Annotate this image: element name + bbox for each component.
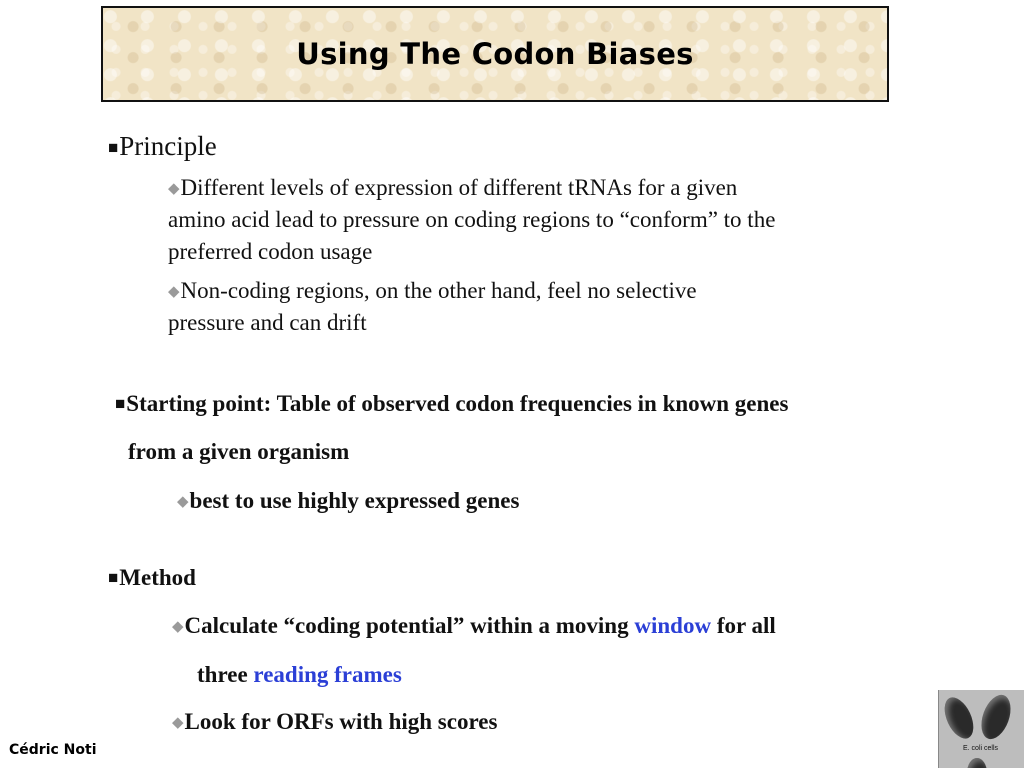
principle-bullet-2-line-1: ◆Non-coding regions, on the other hand, feel no selective (168, 278, 697, 303)
method-bullet-1-line-2: three reading frames (197, 662, 402, 687)
starting-point-line-1: ■Starting point: Table of observed codon frequencies in known genes (115, 391, 789, 416)
slide-title: Using The Codon Biases (296, 37, 694, 71)
footer-author: Cédric Noti (9, 742, 97, 758)
square-bullet-icon: ■ (108, 138, 119, 157)
diamond-bullet-icon: ◆ (168, 181, 180, 197)
starting-point-bullet: ◆best to use highly expressed genes (177, 488, 520, 513)
cell-shape (976, 691, 1016, 743)
window-link[interactable]: window (634, 613, 712, 638)
cell-shape (967, 758, 987, 768)
method-heading: ■Method (108, 565, 196, 590)
principle-bullet-2-line-2: pressure and can drift (168, 310, 367, 335)
principle-bullet-1-line-1: ◆Different levels of expression of different tRNAs for a given (168, 175, 738, 200)
reading-frames-link[interactable]: reading frames (253, 662, 402, 687)
method-bullet-2: ◆Look for ORFs with high scores (172, 709, 498, 734)
principle-bullet-1-line-2: amino acid lead to pressure on coding regions to “conform” to the (168, 207, 776, 232)
principle-bullet-1-line-3: preferred codon usage (168, 239, 373, 264)
method-bullet-1-line-1: ◆Calculate “coding potential” within a moving window for all (172, 613, 776, 638)
square-bullet-icon: ■ (115, 394, 126, 413)
ecoli-thumbnail (938, 690, 1024, 768)
square-bullet-icon: ■ (108, 568, 119, 587)
thumbnail-caption: E. coli cells (963, 745, 999, 752)
diamond-bullet-icon: ◆ (168, 284, 180, 300)
title-box (101, 6, 889, 102)
starting-point-line-2: from a given organism (128, 439, 350, 464)
cell-shape (939, 693, 979, 743)
principle-heading: ■Principle (108, 131, 217, 161)
diamond-bullet-icon: ◆ (177, 494, 189, 510)
diamond-bullet-icon: ◆ (172, 715, 184, 731)
diamond-bullet-icon: ◆ (172, 619, 184, 635)
